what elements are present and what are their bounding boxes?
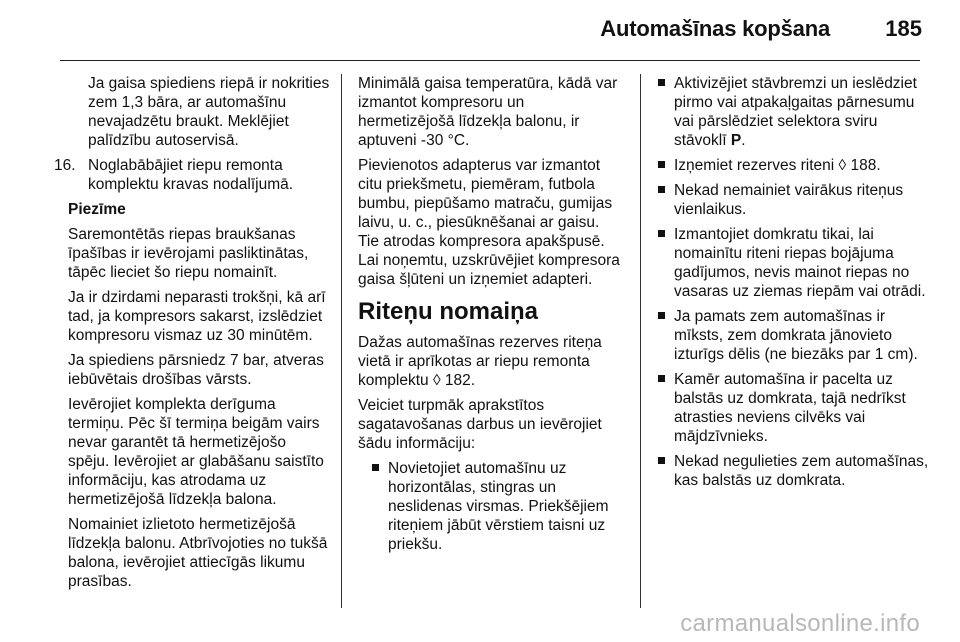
header-divider [60, 60, 920, 61]
bullet-square-icon [658, 79, 665, 86]
section-heading: Riteņu nomaiņa [358, 298, 539, 325]
paragraph: Dažas automašīnas rezerves riteņa vietā ir aprīkotas ar riepu remonta komplektu ◊ 182. [358, 334, 602, 389]
bullet-text-end: . [741, 132, 746, 149]
watermark: carmanualsonline.info [680, 610, 920, 637]
bullet-item [658, 452, 930, 490]
paragraph: Nomainiet izlietoto hermetizējošā līdzekļa balonu. Atbrīvojoties no tukšā balona, ievērojiet attiecīgās likumu prasības. [68, 516, 328, 590]
bullet-square-icon [658, 375, 665, 382]
bullet-text: Novietojiet automašīnu uz horizontālas, stingras un neslidenas virsmas. Priekšējiem riteņiem jābūt vērstiem taisni uz priekšu. [388, 460, 609, 553]
bullet-square-icon [658, 230, 665, 237]
column-divider-1 [341, 74, 342, 608]
bullet-text: Aktivizējiet stāvbremzi un ieslēdziet pirmo vai atpakaļgaitas pārnesumu vai pārslēdziet selektora sviru stāvoklī [674, 75, 917, 149]
bullet-square-icon [658, 161, 665, 168]
paragraph: Ja ir dzirdami neparasti trokšņi, kā arī tad, ja kompresors sakarst, izslēdziet kompresoru vismaz uz 30 minūtēm. [68, 289, 326, 344]
bullet-item [658, 156, 930, 175]
bullet-square-icon [658, 312, 665, 319]
paragraph: Pievienotos adapterus var izmantot citu priekšmetu, piemēram, futbola bumbu, piepūšamo matraču, gumijas laivu, u. c., piesūknēšanai ar gaisu. Tie atrodas kompresora apakšpusē. Lai noņemtu, uzskrūvējiet kompresora gaisa šļūteni un izņemiet adapteri. [358, 157, 620, 288]
bullet-item [658, 225, 930, 301]
bullet-square-icon [658, 457, 665, 464]
column-divider-2 [640, 74, 641, 608]
column-1 [54, 74, 330, 597]
bullet-text: Izņemiet rezerves riteni ◊ 188. [674, 157, 881, 174]
bullet-item [372, 459, 620, 554]
column-2 [358, 74, 620, 560]
paragraph: Ja spiediens pārsniedz 7 bar, atveras iebūvētais drošības vārsts. [68, 352, 324, 388]
continued-step-text: Ja gaisa spiediens riepā ir nokrities zem 1,3 bāra, ar automašīnu nevajadzētu braukt. Meklējiet palīdzību autoservisā. [88, 75, 330, 149]
bullet-item [658, 307, 930, 364]
note-title: Piezīme [68, 201, 126, 218]
bullet-text: Nekad negulieties zem automašīnas, kas balstās uz domkrata. [674, 453, 929, 489]
bullet-text: Ja pamats zem automašīnas ir mīksts, zem domkrata jānovieto izturīgs dēlis (ne biezāks par 1 cm). [674, 308, 918, 363]
step-16 [54, 156, 330, 194]
bullet-item [658, 370, 930, 446]
paragraph: Ievērojiet komplekta derīguma termiņu. Pēc šī termiņa beigām vairs nevar garantēt tā hermetizējošo spēju. Ievērojiet ar glabāšanu saistīto informāciju, kas atrodama uz hermetizējošā līdzekļa balona. [68, 396, 324, 508]
bullet-item [658, 74, 930, 150]
gear-position-label: P [730, 132, 742, 149]
bullet-square-icon [372, 464, 379, 471]
bullet-item [658, 181, 930, 219]
bullet-text: Izmantojiet domkratu tikai, lai nomainītu riteni riepas bojājuma gadījumos, nevis mainot riepas no vasaras uz ziemas riepām vai otrādi. [674, 226, 926, 300]
bullet-square-icon [658, 186, 665, 193]
column-3 [658, 74, 930, 496]
step-number: 16. [54, 157, 76, 174]
step-text: Noglabābājiet riepu remonta komplektu kravas nodalījumā. [88, 157, 294, 193]
note-paragraph: Saremontētās riepas braukšanas īpašības ir ievērojami pasliktinātas, tāpēc lieciet šo riepu nomainīt. [68, 226, 309, 281]
bullet-text: Kamēr automašīna ir pacelta uz balstās uz domkrata, tajā nedrīkst atrasties neviens cilvēks vai mājdzīvnieks. [674, 371, 906, 445]
paragraph: Minimālā gaisa temperatūra, kādā var izmantot kompresoru un hermetizējošā līdzekļa balonu, ir aptuveni -30 °C. [358, 75, 618, 149]
paragraph: Veiciet turpmāk aprakstītos sagatavošanas darbus un ievērojiet šādu informāciju: [358, 397, 602, 452]
chapter-title: Automašīnas kopšana [600, 16, 830, 41]
bullet-text: Nekad nemainiet vairākus riteņus vienlaikus. [674, 182, 904, 218]
page-number: 185 [885, 16, 922, 41]
